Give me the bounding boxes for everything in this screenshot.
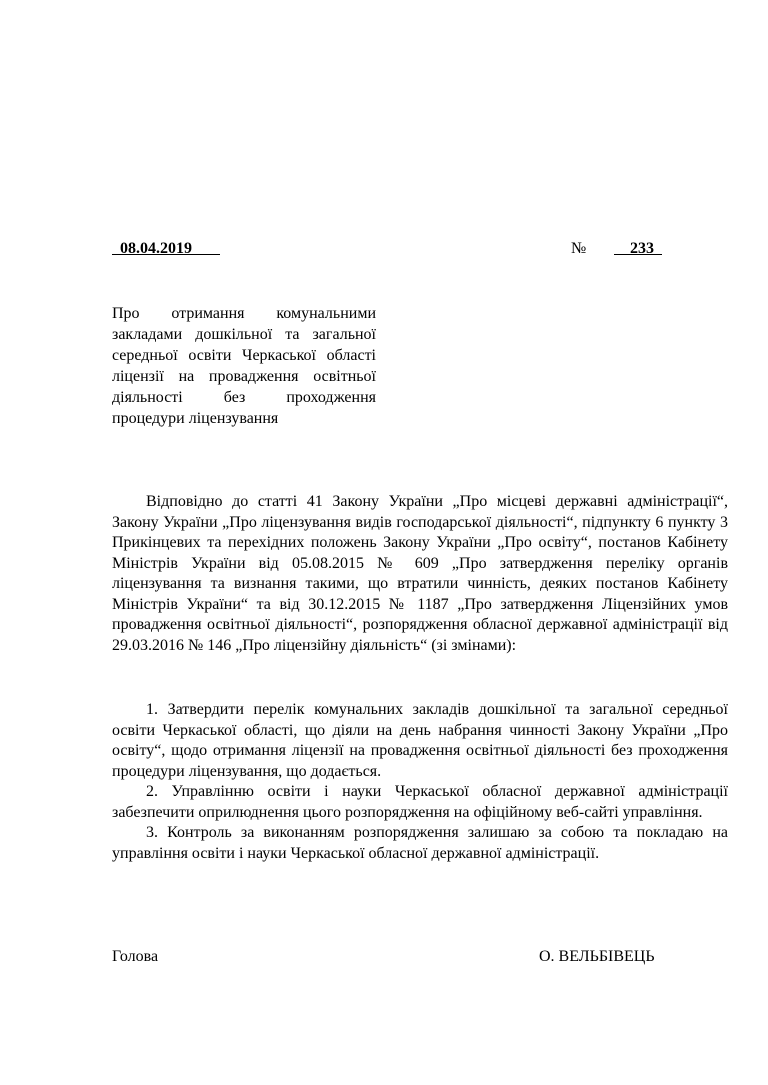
signatory-title: Голова [112, 948, 159, 965]
resolution-item-3: 3. Контроль за виконанням розпорядження залишаю за собою та покладаю на управління освіти і науки Черкаської обласної державної адміністрації. [112, 824, 728, 862]
resolution-items [112, 700, 728, 864]
document-subject: Про отримання комунальними закладами дошкільної та загальної середньої освіти Черкаської області ліцензії на провадження освітньої діяльності без проходження процедури ліцензування [112, 305, 376, 427]
resolution-item-1: 1. Затвердити перелік комунальних закладів дошкільної та загальної середньої освіти Черкаської області, що діяли на день набрання чинності Закону України „Про освіту“, щодо отримання ліцензії на провадження освітньої діяльності без проходження процедури ліцензування, що додається. [112, 701, 728, 780]
signatory-name: О. ВЕЛЬБІВЕЦЬ [539, 948, 655, 965]
document-header [112, 240, 688, 262]
document-number: 233 [614, 240, 662, 257]
preamble [112, 492, 728, 656]
preamble-paragraph: Відповідно до статті 41 Закону України „Про місцеві державні адміністрації“, Закону України „Про ліцензування видів господарської діяльності“, підпункту 6 пункту 3 Прикінцевих та перехідних положень Закону України „Про освіту“, постанов Кабінету Міністрів України від 05.08.2015 № 609 „Про затвердження переліку органів ліцензування та визнання такими, що втратили чинність, деяких постанов Кабінету Міністрів України“ та від 30.12.2015 № 1187 „Про затвердження Ліцензійних умов провадження освітньої діяльності“, розпорядження обласної державної адміністрації від 29.03.2016 № 146 „Про ліцензійну діяльність“ (зі змінами): [112, 493, 728, 654]
document-date: 08.04.2019 [112, 240, 220, 257]
document-number-label: № [571, 240, 587, 257]
resolution-item-2: 2. Управлінню освіти і науки Черкаської обласної державної адміністрації забезпечити оприлюднення цього розпорядження на офіційному веб-сайті управління. [112, 783, 728, 821]
